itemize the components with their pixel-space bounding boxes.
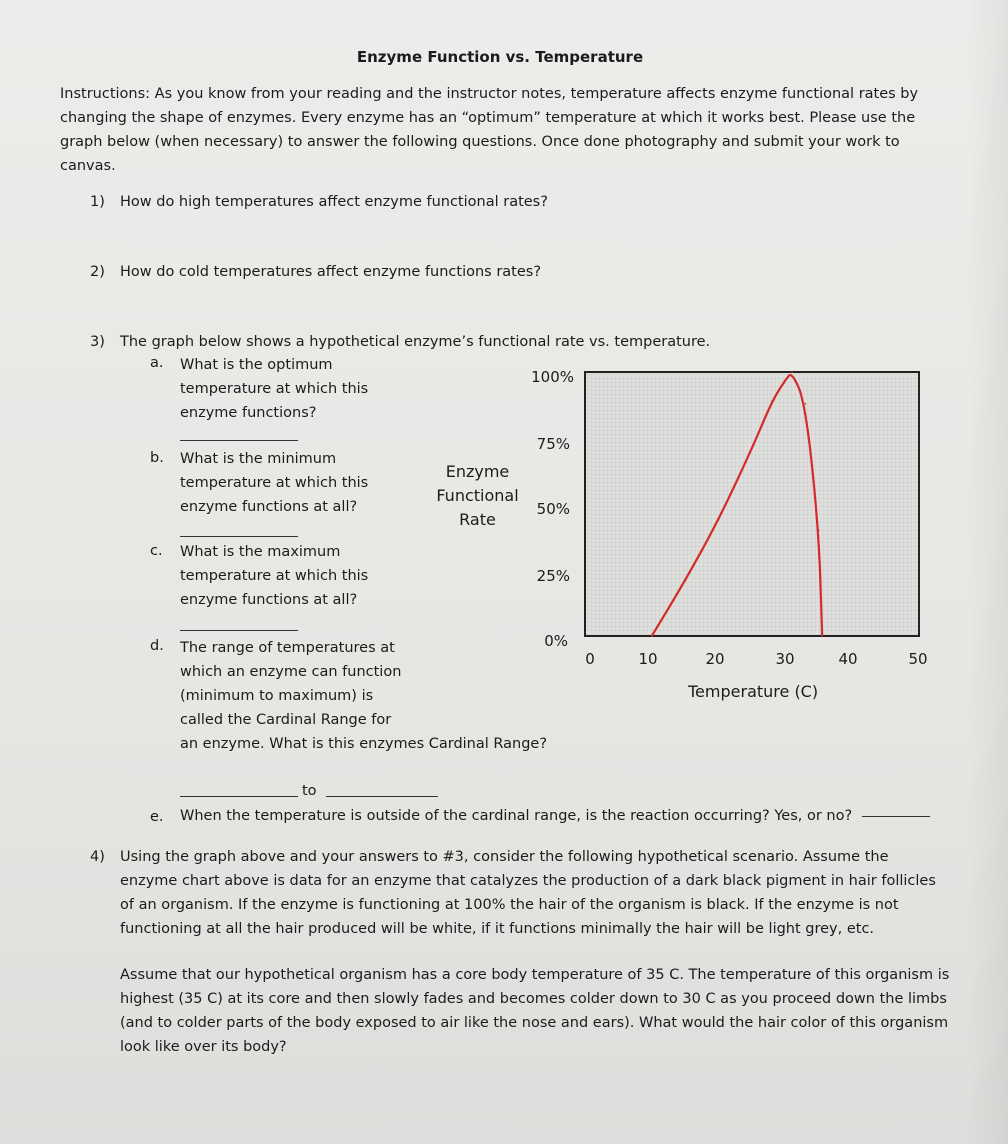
x-tick-label: 40 [838, 650, 858, 668]
question-3b-text: What is the minimum temperature at which this enzyme functions at all? [180, 451, 369, 515]
to-label: to [302, 783, 317, 799]
question-3d-letter: d. [150, 638, 164, 654]
x-tick-label: 30 [775, 650, 795, 668]
question-3-text: The graph below shows a hypothetical enzyme’s functional rate vs. temperature. [120, 334, 711, 350]
question-3a-letter: a. [150, 355, 164, 371]
data-point [791, 371, 793, 373]
question-3e-text: When the temperature is outside of the cardinal range, is the reaction occurring? Yes, or no? [180, 808, 853, 824]
question-2-number: 2) [90, 264, 105, 280]
x-tick-label: 10 [638, 650, 658, 668]
page-shadow [968, 0, 1008, 1144]
answer-blank-3c[interactable] [180, 630, 298, 631]
instructions-paragraph: Instructions: As you know from your reading and the instructor notes, temperature affects enzyme functional rates by changing the shape of enzymes. Every enzyme has an “optimum” temperature at which it works best. Please use the graph below (when necessary) to answer the following questions. Once done photography and submit your work to canvas. [60, 86, 919, 174]
answer-blank-3a[interactable] [180, 440, 298, 441]
answer-blank-3e[interactable] [862, 816, 930, 817]
data-point [751, 448, 753, 450]
x-axis-label: Temperature (C) [688, 682, 819, 701]
question-3c-letter: c. [150, 543, 163, 559]
y-tick-label: 100% [531, 368, 574, 386]
question-4-scenario: Assume that our hypothetical organism has a core body temperature of 35 C. The temperature of this organism is highest (35 C) at its core and then slowly fades and becomes colder down to 30 C as you proceed down the limbs (and to colder parts of the body exposed to air like the nose and ears). What would the hair color of this organism look like over its body? [120, 967, 950, 1055]
x-tick-label: 0 [585, 650, 595, 668]
answer-blank-3d-max[interactable] [326, 796, 438, 797]
y-tick-label: 0% [544, 632, 568, 650]
y-tick-label: 25% [536, 567, 570, 585]
question-3a-text: What is the optimum temperature at which this enzyme functions? [180, 357, 369, 421]
x-tick-label: 50 [908, 650, 928, 668]
question-2-text: How do cold temperatures affect enzyme functions rates? [120, 264, 542, 280]
question-4-text: Using the graph above and your answers to #3, consider the following hypothetical scenario. Assume the enzyme chart above is data for an enzyme that catalyzes the production of a dark black pigment in hair follicles of an organism. If the enzyme is functioning at 100% the hair of the organism is black. If the enzyme is not functioning at all the hair produced will be white, if it functions minimally the hair will be light grey, etc. [120, 849, 936, 937]
y-axis-label: Enzyme Functional Rate [436, 462, 519, 529]
answer-blank-3b[interactable] [180, 536, 298, 537]
data-point [818, 530, 820, 532]
worksheet-title: Enzyme Function vs. Temperature [356, 48, 644, 66]
question-3-number: 3) [90, 334, 105, 350]
data-point [771, 400, 773, 402]
question-3c-text: What is the maximum temperature at which this enzyme functions at all? [180, 544, 369, 608]
question-3d-text-cont: an enzyme. What is this enzymes Cardinal Range? [180, 736, 548, 752]
enzyme-rate-chart [583, 370, 923, 640]
y-tick-label: 75% [536, 435, 570, 453]
question-3d-text: The range of temperatures at which an enzyme can function (minimum to maximum) is called the Cardinal Range for [180, 640, 402, 728]
data-point [684, 580, 686, 582]
data-point [805, 403, 807, 405]
data-point [821, 635, 823, 637]
data-point [651, 635, 653, 637]
question-3b-letter: b. [150, 450, 164, 466]
chart-plot-area [585, 372, 919, 636]
data-point [718, 519, 720, 521]
answer-blank-3d-min[interactable] [180, 796, 298, 797]
x-tick-label: 20 [705, 650, 725, 668]
question-3e-letter: e. [150, 809, 164, 825]
question-1-text: How do high temperatures affect enzyme functional rates? [120, 194, 548, 210]
question-4-number: 4) [90, 849, 105, 865]
y-tick-label: 50% [536, 500, 570, 518]
data-point [785, 379, 787, 381]
question-1-number: 1) [90, 194, 105, 210]
